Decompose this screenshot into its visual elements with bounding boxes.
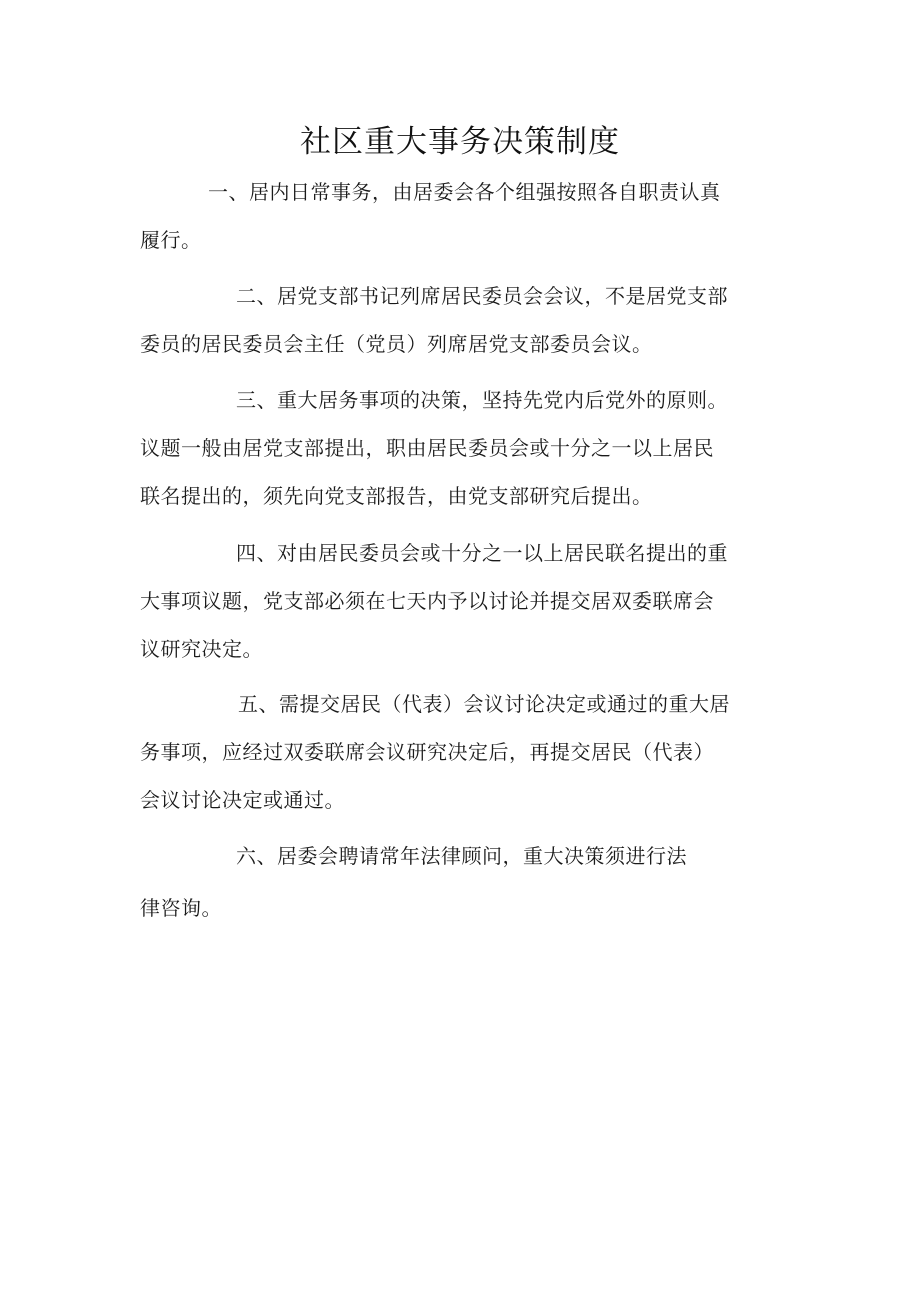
paragraph-line: 委员的居民委员会主任（党员）列席居党支部委员会议。 <box>140 332 653 356</box>
paragraph-line: 议题一般由居党支部提出，职由居民委员会或十分之一以上居民 <box>140 436 714 460</box>
paragraph-line: 六、居委会聘请常年法律顾问，重大决策须进行法 <box>236 844 687 868</box>
paragraph-line: 履行。 <box>140 228 202 252</box>
paragraph-5 <box>140 680 790 824</box>
paragraph-6 <box>140 832 790 932</box>
paragraph-line: 一、居内日常事务，由居委会各个组强按照各自职责认真 <box>208 180 721 204</box>
paragraph-line: 五、需提交居民（代表）会议讨论决定或通过的重大居 <box>238 692 730 716</box>
paragraph-line: 四、对由居民委员会或十分之一以上居民联名提出的重 <box>236 541 728 565</box>
paragraph-4 <box>140 529 790 673</box>
paragraph-2 <box>140 272 790 368</box>
paragraph-3 <box>140 376 790 520</box>
document-title: 社区重大事务决策制度 <box>300 124 620 160</box>
paragraph-1 <box>140 168 790 264</box>
paragraph-line: 律咨询。 <box>140 896 222 920</box>
paragraph-line: 联名提出的，须先向党支部报告，由党支部研究后提出。 <box>140 484 653 508</box>
paragraph-line: 三、重大居务事项的决策，坚持先党内后党外的原则。 <box>236 388 728 412</box>
paragraph-line: 务事项，应经过双委联席会议研究决定后，再提交居民（代表） <box>140 740 714 764</box>
paragraph-line: 会议讨论决定或通过。 <box>140 788 345 812</box>
paragraph-line: 二、居党支部书记列席居民委员会会议，不是居党支部 <box>236 284 728 308</box>
paragraph-line: 议研究决定。 <box>140 637 263 661</box>
paragraph-line: 大事项议题，党支部必须在七天内予以讨论并提交居双委联席会 <box>140 589 714 613</box>
